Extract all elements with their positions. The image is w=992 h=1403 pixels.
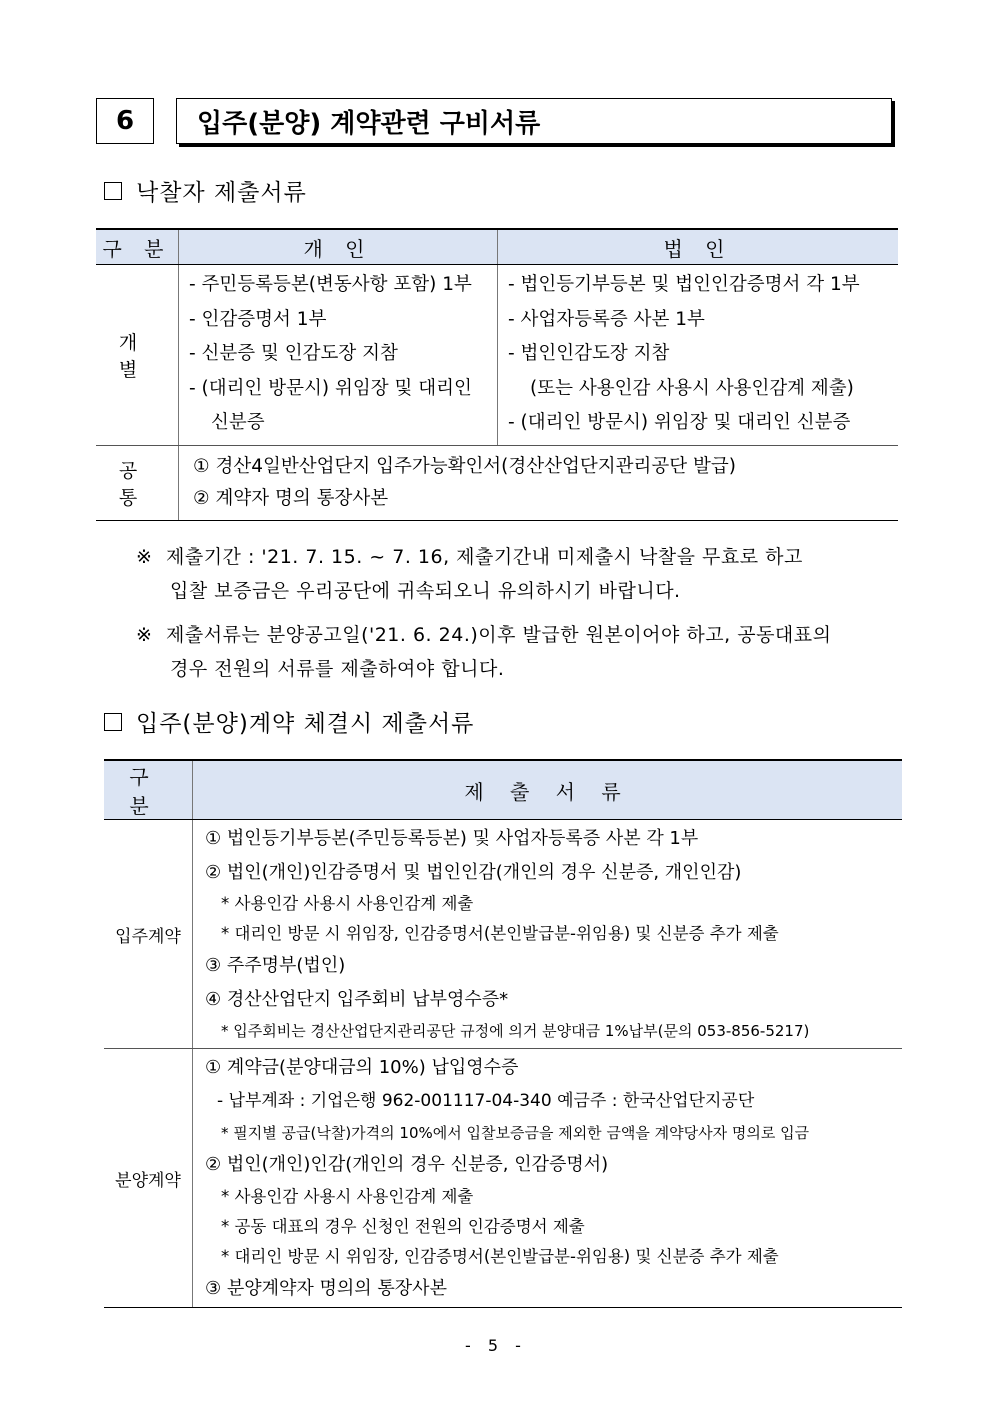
page-number: - 5 - [465,1336,527,1355]
note-text: 제출서류는 분양공고일('21. 6. 24.)이후 발급한 원본이어야 하고, 공동대표의 [166,624,832,646]
list-item: * 대리인 방문 시 위임장, 인감증명서(본인발급분-위임용) 및 신분증 추가 제출 [221,1246,779,1266]
row-label-sale-contract: 분양계약 [104,1049,193,1308]
list-item: * 공동 대표의 경우 신청인 전원의 인감증명서 제출 [221,1216,585,1236]
section-number: 6 [96,98,154,144]
list-item: (또는 사용인감 사용시 사용인감계 제출) [530,377,854,399]
contract-documents-table [104,759,902,1308]
list-item: ② 법인(개인)인감증명서 및 법인인감(개인의 경우 신분증, 개인인감) [205,861,742,883]
row-label-individual: 개 별 [96,265,179,446]
header-personal: 개 인 [179,229,498,265]
list-item: ① 계약금(분양대금의 10%) 납입영수증 [205,1057,519,1078]
header-category: 구 분 [104,760,193,820]
payment-account-line: - 납부계좌 : 기업은행 962-001117-04-340 예금주 : 한국산업단지공단 [217,1090,755,1111]
header-documents: 제 출 서 류 [193,760,903,820]
list-item: ③ 주주명부(법인) [205,955,346,976]
list-item: ② 계약자 명의 통장사본 [193,487,389,509]
table-row [104,820,902,1049]
note-original-documents [136,618,896,686]
note-text: 경우 전원의 서류를 제출하여야 합니다. [170,658,505,680]
row-label-move-in-contract: 입주계약 [104,820,193,1049]
list-item: - (대리인 방문시) 위임장 및 대리인 신분증 [508,412,851,433]
subsection-title: 입주(분양)계약 체결시 제출서류 [136,711,475,737]
sale-documents-cell [193,1049,903,1308]
list-item: - 법인등기부등본 및 법인인감증명서 각 1부 [508,274,860,295]
checkbox-square-icon [104,182,122,200]
note-mark: ※ [136,546,153,568]
row-label-common: 공 통 [96,445,179,520]
list-item: - 사업자등록증 사본 1부 [508,308,705,330]
checkbox-square-icon [104,713,122,731]
corporate-documents-cell [498,265,899,446]
header-category: 구 분 [96,229,179,265]
list-item: - 주민등록등본(변동사항 포함) 1부 [189,274,472,295]
winner-documents-table [96,228,898,521]
list-item: * 사용인감 사용시 사용인감계 제출 [221,894,474,913]
list-item: - 인감증명서 1부 [189,308,327,330]
list-item: * 필지별 공급(낙찰)가격의 10%에서 입찰보증금을 제외한 금액을 계약당사자 명의로 입금 [221,1124,810,1142]
list-item: ① 경산4일반산업단지 입주가능확인서(경산산업단지관리공단 발급) [193,455,736,477]
list-item: - 법인인감도장 지참 [508,343,670,364]
section-title: 입주(분양) 계약관련 구비서류 [176,98,892,144]
table-row [96,265,898,446]
note-mark: ※ [136,624,153,646]
list-item: - (대리인 방문시) 위임장 및 대리인 [189,377,472,399]
list-item: - 신분증 및 인감도장 지참 [189,343,398,364]
list-item: * 입주회비는 경산산업단지관리공단 규정에 의거 분양대금 1%납부(문의 053-856-5217) [221,1022,810,1040]
table-row [96,445,898,520]
list-item: * 대리인 방문 시 위임장, 인감증명서(본인발급분-위임용) 및 신분증 추가 제출 [221,924,779,943]
list-item: ③ 분양계약자 명의의 통장사본 [205,1277,447,1299]
note-text: 제출기간 : '21. 7. 15. ~ 7. 16, 제출기간내 미제출시 낙찰을 무효로 하고 [166,546,803,568]
note-submission-period [136,540,896,608]
list-item: ② 법인(개인)인감(개인의 경우 신분증, 인감증명서) [205,1154,609,1175]
header-corporate: 법 인 [498,229,899,265]
subsection-heading-contract [104,705,474,738]
note-text: 입찰 보증금은 우리공단에 귀속되오니 유의하시기 바랍니다. [170,580,681,602]
subsection-title: 낙찰자 제출서류 [136,180,307,206]
list-item: ④ 경산산업단지 입주회비 납부영수증* [205,988,509,1010]
table-row [104,1049,902,1308]
list-item: 신분증 [211,412,265,433]
common-documents-cell [179,445,899,520]
personal-documents-cell [179,265,498,446]
list-item: * 사용인감 사용시 사용인감계 제출 [221,1186,474,1206]
move-in-documents-cell [193,820,903,1049]
list-item: ① 법인등기부등본(주민등록등본) 및 사업자등록증 사본 각 1부 [205,828,699,849]
subsection-heading-winner [104,174,307,207]
